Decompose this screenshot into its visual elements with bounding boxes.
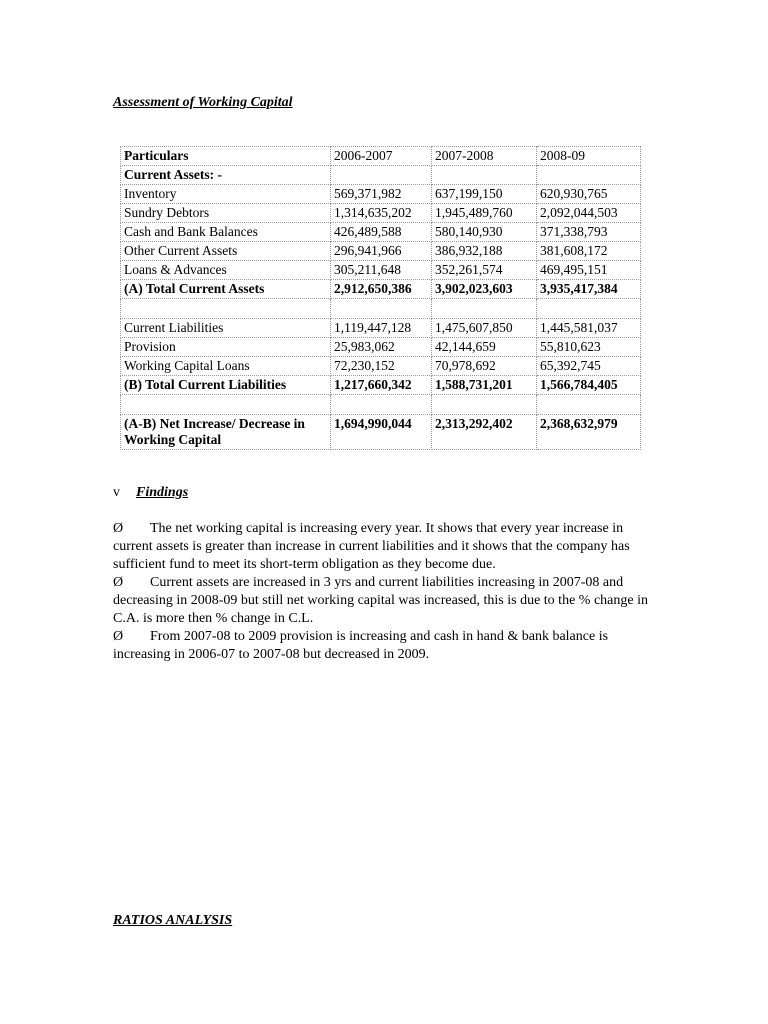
table-row-blank: [121, 395, 641, 415]
row-label: Current Assets: -: [121, 166, 331, 185]
table-row: [121, 223, 641, 242]
row-label: (A-B) Net Increase/ Decrease in Working Capital: [121, 415, 331, 450]
cell-value: 2,368,632,979: [537, 415, 641, 450]
cell-value: 1,119,447,128: [331, 319, 432, 338]
cell-value: 1,588,731,201: [432, 376, 537, 395]
cell-value: 70,978,692: [432, 357, 537, 376]
table-row-blank: [121, 299, 641, 319]
cell-value: 371,338,793: [537, 223, 641, 242]
arrow-bullet-icon: Ø: [113, 521, 124, 536]
cell-value: [331, 166, 432, 185]
cell-value: 1,445,581,037: [537, 319, 641, 338]
finding-point: [113, 520, 653, 574]
finding-text: The net working capital is increasing every year. It shows that every year increase in current assets is greater than increase in current liabilities and it shows that the company has sufficient fund to meet its short-term obligation as they become due.: [113, 521, 630, 572]
cell-value: 3,935,417,384: [537, 280, 641, 299]
cell-value: 469,495,151: [537, 261, 641, 280]
cell-value: 1,217,660,342: [331, 376, 432, 395]
table-row: [121, 261, 641, 280]
blank-cell: [121, 395, 331, 415]
blank-cell: [432, 299, 537, 319]
blank-cell: [331, 299, 432, 319]
row-label: Cash and Bank Balances: [121, 223, 331, 242]
table-row-total: [121, 376, 641, 395]
table-row: [121, 185, 641, 204]
row-label: Sundry Debtors: [121, 204, 331, 223]
cell-value: 1,566,784,405: [537, 376, 641, 395]
table-header-row: [121, 147, 641, 166]
cell-value: 386,932,188: [432, 242, 537, 261]
cell-value: 620,930,765: [537, 185, 641, 204]
row-label: Provision: [121, 338, 331, 357]
arrow-bullet-icon: Ø: [113, 629, 124, 644]
cell-value: [432, 166, 537, 185]
finding-point: [113, 628, 653, 664]
cell-value: 72,230,152: [331, 357, 432, 376]
cell-value: 305,211,648: [331, 261, 432, 280]
findings-title: Findings: [136, 485, 189, 500]
cell-value: 1,694,990,044: [331, 415, 432, 450]
row-label: Other Current Assets: [121, 242, 331, 261]
cell-value: [537, 166, 641, 185]
findings-bullet: v: [113, 485, 120, 500]
row-label: (B) Total Current Liabilities: [121, 376, 331, 395]
cell-value: 3,902,023,603: [432, 280, 537, 299]
row-label: (A) Total Current Assets: [121, 280, 331, 299]
cell-value: 1,475,607,850: [432, 319, 537, 338]
table-row: [121, 204, 641, 223]
findings-heading: [113, 485, 188, 501]
blank-cell: [537, 395, 641, 415]
row-label: Working Capital Loans: [121, 357, 331, 376]
cell-value: 569,371,982: [331, 185, 432, 204]
blank-cell: [331, 395, 432, 415]
table-row: [121, 338, 641, 357]
table-row: [121, 166, 641, 185]
header-year-1: 2006-2007: [331, 147, 432, 166]
cell-value: 25,983,062: [331, 338, 432, 357]
cell-value: 580,140,930: [432, 223, 537, 242]
table-row: [121, 357, 641, 376]
cell-value: 2,313,292,402: [432, 415, 537, 450]
cell-value: 637,199,150: [432, 185, 537, 204]
table-row: [121, 242, 641, 261]
row-label: Current Liabilities: [121, 319, 331, 338]
header-particulars: Particulars: [121, 147, 331, 166]
table-row: [121, 319, 641, 338]
blank-cell: [432, 395, 537, 415]
row-label: Inventory: [121, 185, 331, 204]
cell-value: 1,314,635,202: [331, 204, 432, 223]
cell-value: 352,261,574: [432, 261, 537, 280]
table-row-total: [121, 280, 641, 299]
finding-point: [113, 574, 653, 628]
cell-value: 2,912,650,386: [331, 280, 432, 299]
cell-value: 426,489,588: [331, 223, 432, 242]
arrow-bullet-icon: Ø: [113, 575, 124, 590]
working-capital-table: [120, 146, 641, 450]
cell-value: 1,945,489,760: [432, 204, 537, 223]
row-label: Loans & Advances: [121, 261, 331, 280]
cell-value: 381,608,172: [537, 242, 641, 261]
cell-value: 65,392,745: [537, 357, 641, 376]
section-heading: RATIOS ANALYSIS: [113, 913, 233, 928]
table-row-net: [121, 415, 641, 450]
header-year-2: 2007-2008: [432, 147, 537, 166]
page-title: Assessment of Working Capital: [113, 95, 293, 110]
cell-value: 2,092,044,503: [537, 204, 641, 223]
cell-value: 42,144,659: [432, 338, 537, 357]
finding-text: Current assets are increased in 3 yrs and current liabilities increasing in 2007-08 and decreasing in 2008-09 but still net working capital was increased, this is due to the % change in C.A. is more then % change in C.L.: [113, 575, 648, 626]
cell-value: 55,810,623: [537, 338, 641, 357]
cell-value: 296,941,966: [331, 242, 432, 261]
blank-cell: [537, 299, 641, 319]
header-year-3: 2008-09: [537, 147, 641, 166]
finding-text: From 2007-08 to 2009 provision is increasing and cash in hand & bank balance is increasing in 2006-07 to 2007-08 but decreased in 2009.: [113, 629, 609, 662]
blank-cell: [121, 299, 331, 319]
